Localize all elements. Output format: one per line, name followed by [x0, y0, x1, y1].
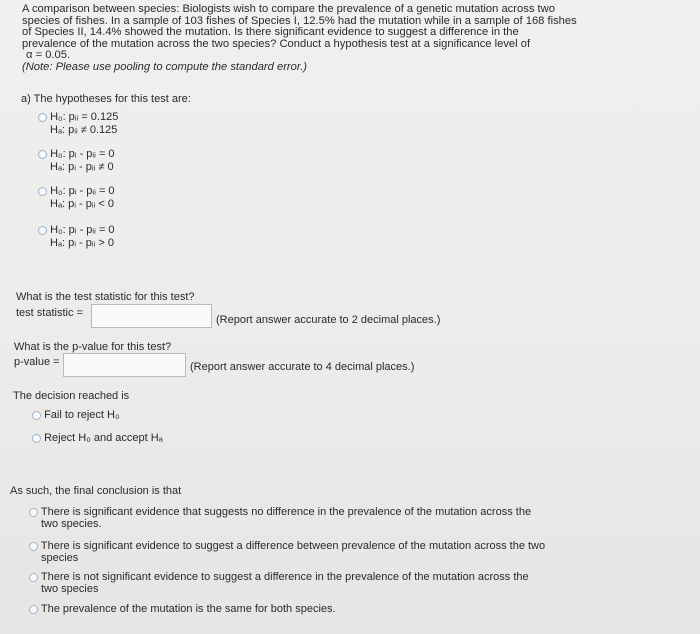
pooling-note: (Note: Please use pooling to compute the standard error.) [22, 60, 308, 73]
radio-button[interactable] [29, 605, 38, 614]
option-text-cont: species [41, 551, 79, 564]
h0-text: H₀: pᵢ - pᵢᵢ = 0 [50, 185, 115, 197]
test-stat-question: What is the test statistic for this test? [16, 291, 195, 303]
conclusion-option-3[interactable] [29, 572, 569, 595]
intro-line: of Species II, 14.4% showed the mutation. Is there significant evidence to suggest a difference in the [22, 26, 519, 39]
conclusion-label: As such, the final conclusion is that [10, 485, 182, 497]
radio-button[interactable] [38, 187, 47, 196]
intro-line: prevalence of the mutation across the two species? Conduct a hypothesis test at a significance level of [22, 37, 531, 50]
ha-text: Hₐ: pᵢᵢ ≠ 0.125 [50, 123, 118, 136]
h0-text: H₀: pᵢ - pᵢᵢ = 0 [50, 224, 115, 236]
radio-button[interactable] [29, 508, 38, 517]
decision-label: The decision reached is [13, 390, 130, 402]
p-value-input[interactable] [63, 353, 186, 377]
radio-button[interactable] [38, 150, 47, 159]
radio-button[interactable] [32, 434, 41, 443]
conclusion-option-2[interactable] [29, 541, 569, 564]
radio-button[interactable] [29, 573, 38, 582]
radio-button[interactable] [32, 411, 41, 420]
test-stat-input[interactable] [91, 304, 212, 328]
option-text: There is significant evidence to suggest a difference between prevalence of the mutation across the two [40, 540, 546, 552]
hypothesis-option-3[interactable] [38, 185, 115, 210]
part-a-label: a) The hypotheses for this test are: [21, 93, 191, 105]
h0-text: H₀: pᵢ - pᵢᵢ = 0 [50, 148, 115, 160]
intro-line: A comparison between species: Biologists wish to compare the prevalence of a genetic mutation across two [22, 3, 555, 15]
radio-button[interactable] [29, 542, 38, 551]
option-text: There is significant evidence that suggests no difference in the prevalence of the mutation across the [40, 506, 532, 518]
ha-text: Hₐ: pᵢ - pᵢᵢ < 0 [50, 197, 115, 210]
conclusion-option-1[interactable] [29, 507, 569, 530]
ha-text: Hₐ: pᵢ - pᵢᵢ > 0 [50, 236, 115, 249]
p-value-question: What is the p-value for this test? [14, 341, 172, 353]
decision-option-reject[interactable] [32, 433, 163, 445]
option-text-cont: two species. [41, 517, 102, 530]
alpha-line: α = 0.05. [26, 49, 71, 62]
conclusion-option-4[interactable] [29, 604, 569, 616]
p-value-label: p-value = [14, 356, 60, 368]
test-stat-hint: (Report answer accurate to 2 decimal places.) [216, 314, 441, 326]
option-text: Fail to reject H₀ [44, 409, 120, 421]
test-stat-label: test statistic = [16, 307, 83, 319]
decision-option-fail[interactable] [32, 410, 120, 422]
hypothesis-option-1[interactable] [38, 111, 118, 136]
option-text: The prevalence of the mutation is the same for both species. [40, 603, 336, 615]
radio-button[interactable] [38, 113, 47, 122]
hypothesis-option-2[interactable] [38, 148, 115, 173]
hypothesis-option-4[interactable] [38, 224, 115, 249]
problem-statement [22, 4, 582, 74]
radio-button[interactable] [38, 226, 47, 235]
h0-text: H₀: pᵢᵢ = 0.125 [50, 111, 119, 123]
intro-line: species of fishes. In a sample of 103 fishes of Species I, 12.5% had the mutation while in a sample of 168 fishes [22, 14, 577, 27]
p-value-hint: (Report answer accurate to 4 decimal places.) [190, 361, 415, 373]
option-text: There is not significant evidence to suggest a difference in the prevalence of the mutation across the [40, 571, 529, 583]
ha-text: Hₐ: pᵢ - pᵢᵢ ≠ 0 [50, 160, 114, 173]
option-text-cont: two species [41, 582, 99, 595]
option-text: Reject H₀ and accept Hₐ [44, 432, 163, 444]
